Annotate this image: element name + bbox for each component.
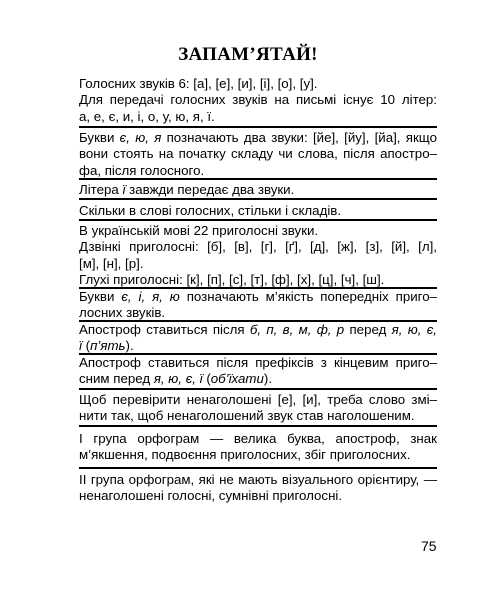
page-title: ЗАПАМ’ЯТАЙ! <box>178 44 318 65</box>
softness-section <box>79 289 437 322</box>
consonants-section <box>79 223 437 289</box>
prefix-apostrophe-section <box>79 355 437 388</box>
orthogram-group-2-line-2: ненаголошені голосні, сумнівні приголосні. <box>79 488 343 504</box>
prefix-apostrophe-line-2: сним перед я, ю, є, ї (об’їхати). <box>79 371 273 387</box>
softness-rule-line-2: лосних звуків. <box>79 305 166 321</box>
softness-rule-line-1: Букви є, і, я, ю позначають м’якість попередніх приго– <box>79 289 437 304</box>
stress-check-section <box>79 392 437 425</box>
divider <box>79 126 437 128</box>
orthogram-group-1-line-2: м’якшення, подвоєння приголосних, збіг приголосних. <box>79 447 411 463</box>
divider <box>79 219 437 221</box>
vowels-letters-list: а, е, є, и, і, о, у, ю, я, ї. <box>79 108 215 124</box>
apostrophe-rule-line-2: ї (п’ять). <box>79 338 134 354</box>
orthogram-group-2-section <box>79 472 437 505</box>
divider <box>79 425 437 427</box>
divider <box>79 388 437 390</box>
syllables-section <box>79 203 437 219</box>
page-number: 75 <box>421 538 437 554</box>
voiced-consonants-text: Дзвінкі приголосні: [б], [в], [г], [ґ], [д], [ж], [з], [й], [л], <box>79 239 437 255</box>
voiced-consonants-cont: [м], [н], [р]. <box>79 255 144 271</box>
stress-check-line-2: нити так, щоб ненаголошений звук став наголошеним. <box>79 408 415 424</box>
letter-yi-section <box>79 182 437 198</box>
syllables-rule: Скільки в слові голосних, стільки і складів. <box>79 203 342 218</box>
stress-check-line-1: Щоб перевірити ненаголошені [е], [и], треба слово змі– <box>79 392 437 407</box>
iotated-letters-section <box>79 130 437 179</box>
apostrophe-section <box>79 322 437 355</box>
vowels-count-text: Голосних звуків 6: [а], [е], [и], [і], [о], [у]. <box>79 76 318 91</box>
orthogram-group-2-line-1: ІІ група орфограм, які не мають візуального орієнтиру, — <box>79 472 437 487</box>
prefix-apostrophe-line-1: Апостроф ставиться після префіксів з кінцевим приго– <box>79 355 437 370</box>
divider <box>79 198 437 200</box>
consonants-count-text: В українській мові 22 приголосні звуки. <box>79 223 319 238</box>
letter-yi-rule: Літера ї завжди передає два звуки. <box>79 182 295 197</box>
vowels-section <box>79 76 437 125</box>
iotated-rule-line-1: Букви є, ю, я позначають два звуки: [йе], [йу], [йа], якщо <box>79 130 437 145</box>
divider <box>79 178 437 180</box>
apostrophe-rule-line-1: Апостроф ставиться після б, п, в, м, ф, р перед я, ю, є, <box>79 322 437 337</box>
divider <box>79 467 437 469</box>
iotated-rule-line-3: фа, після голосного. <box>79 162 205 178</box>
iotated-rule-line-2: вони стоять на початку складу чи слова, після апостро– <box>79 146 437 162</box>
orthogram-group-1-line-1: І група орфограм — велика буква, апостроф, знак <box>79 431 437 446</box>
orthogram-group-1-section <box>79 431 437 464</box>
vowels-letters-text: Для передачі голосних звуків на письмі існує 10 літер: <box>79 92 437 108</box>
voiceless-consonants-text: Глухі приголосні: [к], [п], [с], [т], [ф], [х], [ц], [ч], [ш]. <box>79 272 385 288</box>
